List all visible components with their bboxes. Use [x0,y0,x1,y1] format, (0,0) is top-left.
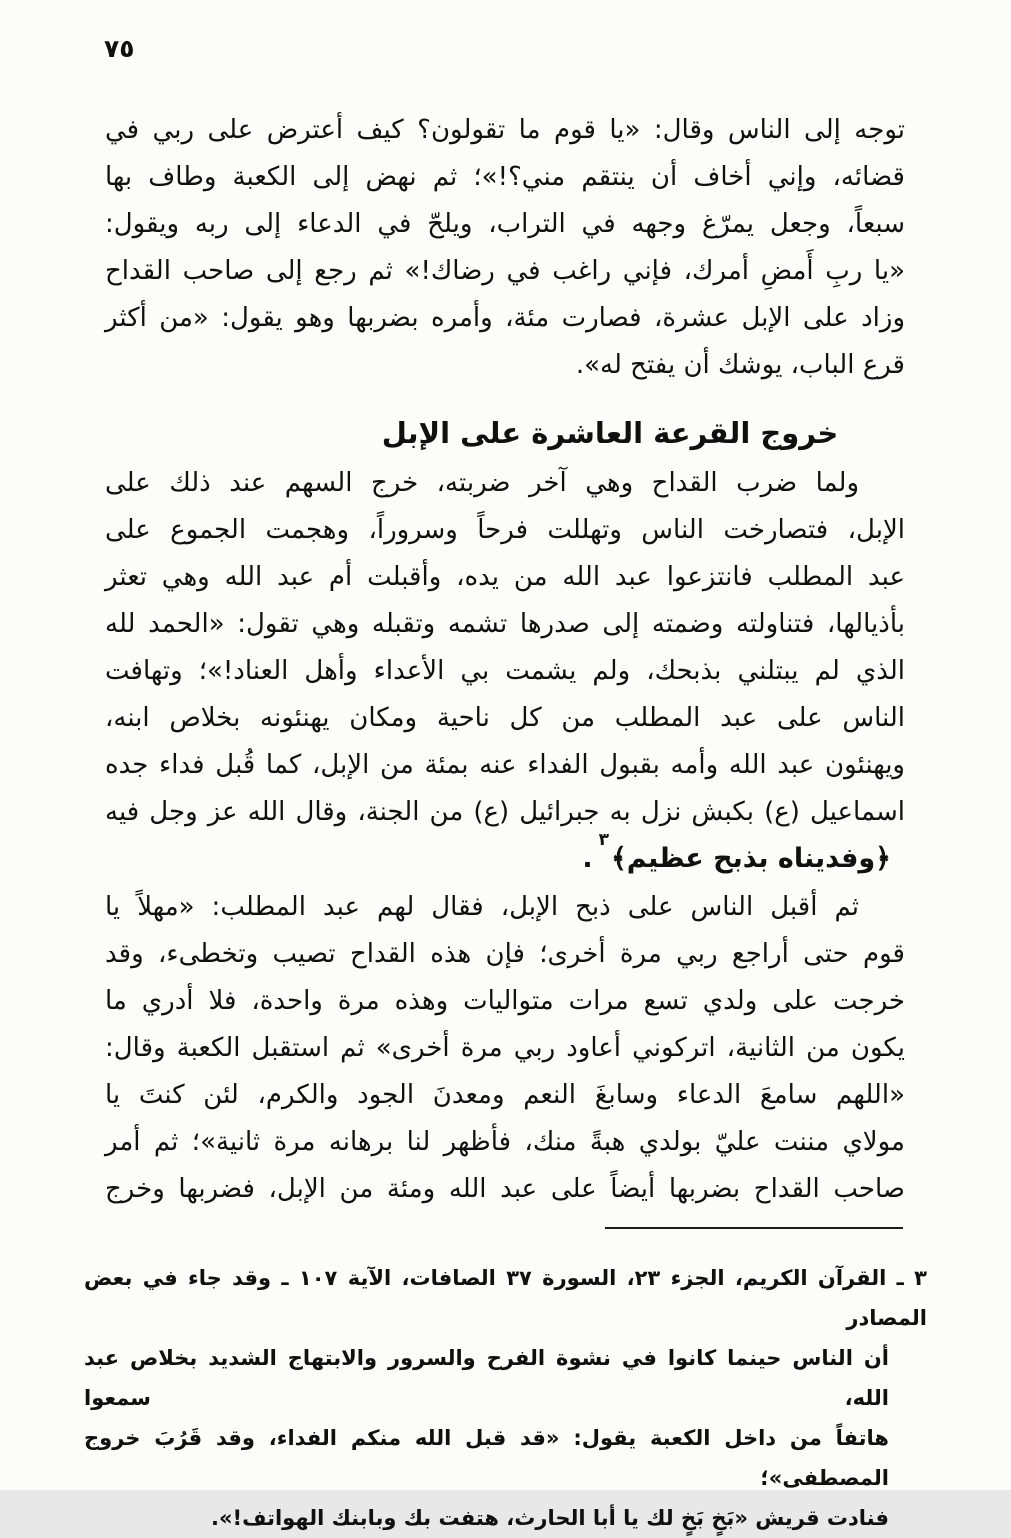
text-line: قرع الباب، يوشك أن يفتح له». [575,350,905,380]
paragraph-continuation [105,107,905,389]
verse-period: . [582,843,593,874]
text-line: الذي لم يبتلني بذبحك، ولم يشمت بي الأعداء وأهل العناد!»؛ وتهافت [105,656,905,686]
footnote-marker: ٣ [598,830,609,850]
text-line: عبد المطلب فانتزعوا عبد الله من يده، وأقبلت أم عبد الله وهي تعثر [105,562,905,592]
text-line: أن الناس حينما كانوا في نشوة الفرح والسرور والابتهاج الشديد بخلاص عبد الله، سمعوا [84,1346,889,1410]
text-line: صاحب القداح بضربها أيضاً على عبد الله ومئة من الإبل، فضربها وخرج [105,1174,905,1204]
text-line: هاتفاً من داخل الكعبة يقول: «قد قبل الله منكم الفداء، وقد قَرُبَ خروج المصطفى»؛ [84,1426,889,1490]
text-line: مولاي مننت عليّ بولدي هبةً منك، فأظهر لنا برهانه مرة ثانية»؛ ثم أمر [105,1127,905,1157]
paragraph-tenth-lot [105,460,905,836]
text-line: قضائه، وإني أخاف أن ينتقم مني؟!»؛ ثم نهض إلى الكعبة وطاف بها [105,162,905,192]
text-line: «يا ربِ أَمضِ أمرك، فإني راغب في رضاك!» ثم رجع إلى صاحب القداح [105,256,905,286]
quran-verse-text: ﴿وفديناه بذبح عظيم﴾ [610,843,891,874]
text-line: «اللهم سامعَ الدعاء وسابغَ النعم ومعدنَ الجود والكرم، لئن كنتَ يا [105,1080,905,1110]
text-line: ٣ ـ القرآن الكريم، الجزء ٢٣، السورة ٣٧ الصافات، الآية ١٠٧ ـ وقد جاء في بعض المصادر [84,1266,927,1330]
paragraph-second-consultation [105,884,905,1213]
section-heading: خروج القرعة العاشرة على الإبل [381,416,839,450]
text-line: يكون من الثانية، اتركوني أعاود ربي مرة أخرى» ثم استقبل الكعبة وقال: [105,1033,905,1063]
text-line: الإبل، فتصارخت الناس وتهللت فرحاً وسروراً، وهجمت الجموع على [105,515,905,545]
text-line: قوم حتى أراجع ربي مرة أخرى؛ فإن هذه القداح تصيب وتخطىء، وقد [105,939,905,969]
text-line: ثم أقبل الناس على ذبح الإبل، فقال لهم عبد المطلب: «مهلاً يا [105,892,859,922]
text-line: ويهنئون عبد الله وأمه بقبول الفداء عنه بمئة من الإبل، كما قُبل فداء جده [105,750,905,780]
text-line: ولما ضرب القداح وهي آخر ضربته، خرج السهم عند ذلك على [105,468,859,498]
text-line: فنادت قريش «بَخٍ بَخٍ لك يا أبا الحارث، هتفت بك وبابنك الهواتف!». [210,1506,889,1530]
text-line: وزاد على الإبل عشرة، فصارت مئة، وأمره بضربها وهو يقول: «من أكثر [105,303,905,333]
quran-verse-line [582,829,891,882]
footnote-separator-rule [605,1227,903,1229]
text-line: بأذيالها، فتناولته وضمته إلى صدرها تشمه وتقبله وهي تقول: «الحمد لله [105,609,905,639]
page-number: ٧٥ [104,34,135,63]
text-line: اسماعيل (ع) بكبش نزل به جبرائيل (ع) من الجنة، وقال الله عز وجل فيه [105,797,905,827]
text-line: خرجت على ولدي تسع مرات متواليات وهذه مرة واحدة، فلا أدري ما [105,986,905,1016]
footnote-block [84,1258,927,1538]
text-line: توجه إلى الناس وقال: «يا قوم ما تقولون؟ كيف أعترض على ربي في [105,115,905,145]
text-line: الناس على عبد المطلب من كل ناحية ومكان يهنئونه بخلاص ابنه، [105,703,905,733]
text-line: سبعاً، وجعل يمرّغ وجهه في التراب، ويلحّ في الدعاء إلى ربه ويقول: [105,209,905,239]
